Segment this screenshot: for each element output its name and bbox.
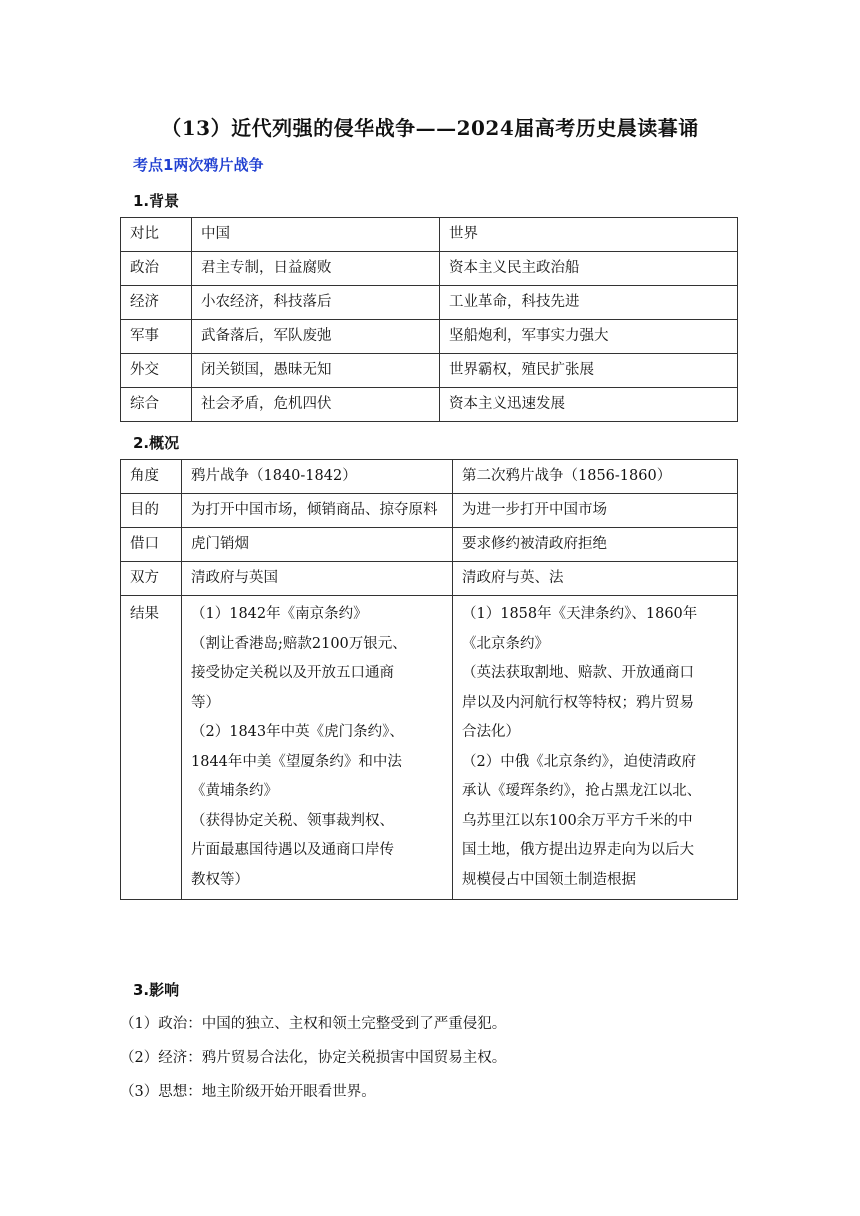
overview-table xyxy=(120,459,738,900)
table-row xyxy=(121,494,738,528)
table-cell: 世界霸权，殖民扩张展 xyxy=(440,354,738,388)
result-line: 教权等） xyxy=(191,871,249,888)
background-table xyxy=(120,217,738,422)
table-cell: 中国 xyxy=(192,218,440,252)
impact-heading: 3.影响 xyxy=(133,981,180,999)
result-line: 乌苏里江以东100余万平方千米的中 xyxy=(462,812,693,829)
table-cell: 目的 xyxy=(121,494,182,528)
result-line: （割让香港岛;赔款2100万银元、 xyxy=(191,635,407,652)
table-cell: 小农经济，科技落后 xyxy=(192,286,440,320)
table-cell: 外交 xyxy=(121,354,192,388)
table-row xyxy=(121,252,738,286)
result-line: （获得协定关税、领事裁判权、 xyxy=(191,812,394,829)
table-row xyxy=(121,562,738,596)
table-cell: 经济 xyxy=(121,286,192,320)
result-second-cell xyxy=(453,596,738,900)
result-line: （英法获取割地、赔款、开放通商口 xyxy=(462,665,694,681)
table-cell: 双方 xyxy=(121,562,182,596)
table-cell: 第二次鸦片战争（1856-1860） xyxy=(453,460,738,494)
table-cell: 坚船炮利，军事实力强大 xyxy=(440,320,738,354)
table-cell: 为进一步打开中国市场 xyxy=(453,494,738,528)
table-cell: 武备落后，军队废弛 xyxy=(192,320,440,354)
table-cell: 闭关锁国，愚昧无知 xyxy=(192,354,440,388)
table-cell: 借口 xyxy=(121,528,182,562)
table-cell: 对比 xyxy=(121,218,192,252)
table-cell: 为打开中国市场，倾销商品、掠夺原料 xyxy=(182,494,453,528)
table-cell: 清政府与英、法 xyxy=(453,562,738,596)
table-row-result xyxy=(121,596,738,900)
table-row xyxy=(121,460,738,494)
section-heading: 考点1两次鸦片战争 xyxy=(133,156,264,174)
table-cell: 君主专制，日益腐败 xyxy=(192,252,440,286)
table-cell: 清政府与英国 xyxy=(182,562,453,596)
table-cell: 军事 xyxy=(121,320,192,354)
table-cell: 虎门销烟 xyxy=(182,528,453,562)
table-cell: 世界 xyxy=(440,218,738,252)
result-line: 《北京条约》 xyxy=(462,635,549,652)
result-first-cell xyxy=(182,596,453,900)
result-line: 规模侵占中国领土制造根据 xyxy=(462,871,636,888)
page-title: （13）近代列强的侵华战争——2024届高考历史晨读暮诵 xyxy=(161,116,699,140)
impact-item: （1）政治：中国的独立、主权和领土完整受到了严重侵犯。 xyxy=(120,1016,507,1032)
result-line: （1）1858年《天津条约》、1860年 xyxy=(462,606,698,622)
result-line: 合法化） xyxy=(462,724,520,740)
result-line: （1）1842年《南京条约》 xyxy=(191,606,368,622)
table-row xyxy=(121,528,738,562)
background-heading: 1.背景 xyxy=(133,192,180,210)
overview-heading: 2.概况 xyxy=(133,434,180,452)
result-line: 岸以及内河航行权等特权；鸦片贸易 xyxy=(462,694,694,711)
table-row xyxy=(121,320,738,354)
table-cell: 资本主义迅速发展 xyxy=(440,388,738,422)
impact-item: （2）经济：鸦片贸易合法化，协定关税损害中国贸易主权。 xyxy=(120,1050,507,1066)
table-cell: 要求修约被清政府拒绝 xyxy=(453,528,738,562)
result-line: （2）中俄《北京条约》，迫使清政府 xyxy=(462,753,696,770)
result-line: 接受协定关税以及开放五口通商 xyxy=(191,665,394,681)
result-label: 结果 xyxy=(121,596,182,900)
table-cell: 资本主义民主政治船 xyxy=(440,252,738,286)
result-line: 承认《瑷珲条约》，抢占黑龙江以北、 xyxy=(462,783,702,799)
table-cell: 综合 xyxy=(121,388,192,422)
result-line: 1844年中美《望厦条约》和中法 xyxy=(191,753,402,770)
result-line: （2）1843年中英《虎门条约》、 xyxy=(191,724,404,740)
table-row xyxy=(121,388,738,422)
impact-item: （3）思想：地主阶级开始开眼看世界。 xyxy=(120,1084,376,1100)
table-cell: 角度 xyxy=(121,460,182,494)
result-line: 国土地，俄方提出边界走向为以后大 xyxy=(462,842,694,858)
result-line: 片面最惠国待遇以及通商口岸传 xyxy=(191,842,394,858)
table-row xyxy=(121,354,738,388)
table-cell: 工业革命，科技先进 xyxy=(440,286,738,320)
result-line: 等） xyxy=(191,694,220,711)
table-row xyxy=(121,286,738,320)
table-row xyxy=(121,218,738,252)
table-cell: 政治 xyxy=(121,252,192,286)
table-cell: 鸦片战争（1840-1842） xyxy=(182,460,453,494)
result-line: 《黄埔条约》 xyxy=(191,783,278,799)
table-cell: 社会矛盾，危机四伏 xyxy=(192,388,440,422)
